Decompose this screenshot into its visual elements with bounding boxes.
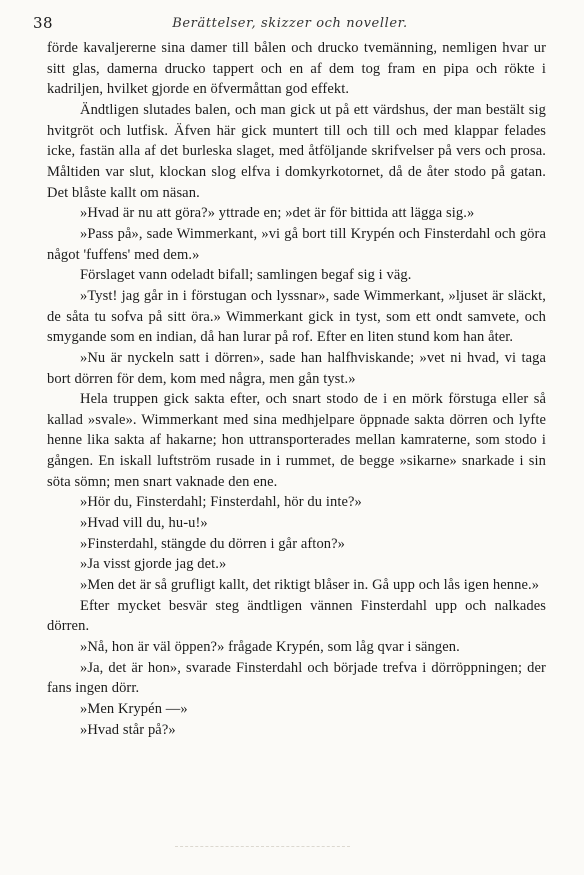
paragraph: »Finsterdahl, stängde du dörren i går afton?» — [80, 535, 346, 552]
page-smudge — [175, 846, 350, 848]
paragraph: »Tyst! jag går in i förstugan och lyssnar», sade Wimmerkant, »ljuset är släckt, de såta tu sofva på sitt öra.» Wimmerkant gick in tyst, som ett ondt samvete, och smygande som en indian, då han lurar på rof. Efter en liten stund kom han åter. — [47, 287, 546, 346]
paragraph: Hela truppen gick sakta efter, och snart stodo de i en mörk förstuga eller så kallad »svale». Wimmerkant med sina medhjelpare öppnade sakta dörren och lyfte henne lika sakta af hakarne; hon uttransporterades mellan kamraterne, som stodo i gången. En iskall luftström rusade in i rummet, de begge »sikarne» snarkade i sin söta sömn; men snart vaknade den ene. — [47, 391, 546, 490]
running-title: Berättelser, skizzer och noveller. — [172, 16, 408, 31]
page-number: 38 — [33, 14, 54, 32]
paragraph: »Ja, det är hon», svarade Finsterdahl och började trefva i dörröppningen; der fans ingen dörr. — [47, 659, 546, 697]
paragraph: »Hör du, Finsterdahl; Finsterdahl, hör du inte?» — [80, 494, 362, 511]
body-text — [47, 38, 546, 740]
paragraph: »Ja visst gjorde jag det.» — [80, 556, 227, 573]
paragraph: Ändtligen slutades balen, och man gick ut på ett värdshus, der man bestält sig hvitgröt och lutfisk. Äfven här gick muntert till och till och med klappar felades icke, fastän alla af det burleska slaget, med åtföljande skrifvelser på vers och prosa. Måltiden var slut, klockan slog elfva i domkyrkotornet, då de åter stodo på gatan. Det blåste kallt om näsan. — [47, 101, 546, 201]
page-header — [33, 14, 547, 34]
paragraph: »Men Krypén —» — [80, 701, 188, 717]
paragraph: »Hvad är nu att göra?» yttrade en; »det är för bittida att lägga sig.» — [80, 205, 475, 222]
paragraph: förde kavaljererne sina damer till bålen och drucko tvemänning, nemligen hvar ur sitt glas, damerna drucko tappert och en af dem tog fram en pipa och rökte i kadriljen, hvilket gjorde en öfvermåttan god effekt. — [47, 40, 546, 98]
paragraph: Förslaget vann odeladt bifall; samlingen begaf sig i väg. — [80, 267, 412, 284]
paragraph: Efter mycket besvär steg ändtligen vännen Finsterdahl upp och nalkades dörren. — [47, 597, 546, 635]
paragraph: »Nå, hon är väl öppen?» frågade Krypén, som låg qvar i sängen. — [80, 639, 460, 656]
paragraph: »Men det är så grufligt kallt, det riktigt blåser in. Gå upp och lås igen henne.» — [80, 577, 540, 594]
paragraph: »Hvad står på?» — [80, 721, 176, 738]
paragraph: »Nu är nyckeln satt i dörren», sade han halfhviskande; »vet ni hvad, vi taga bort dörren för dem, kom med några, men gån tyst.» — [47, 349, 546, 387]
paragraph: »Hvad vill du, hu-u!» — [80, 515, 208, 532]
paragraph: »Pass på», sade Wimmerkant, »vi gå bort till Krypén och Finsterdahl och göra något 'fuffens' med dem.» — [47, 225, 546, 263]
